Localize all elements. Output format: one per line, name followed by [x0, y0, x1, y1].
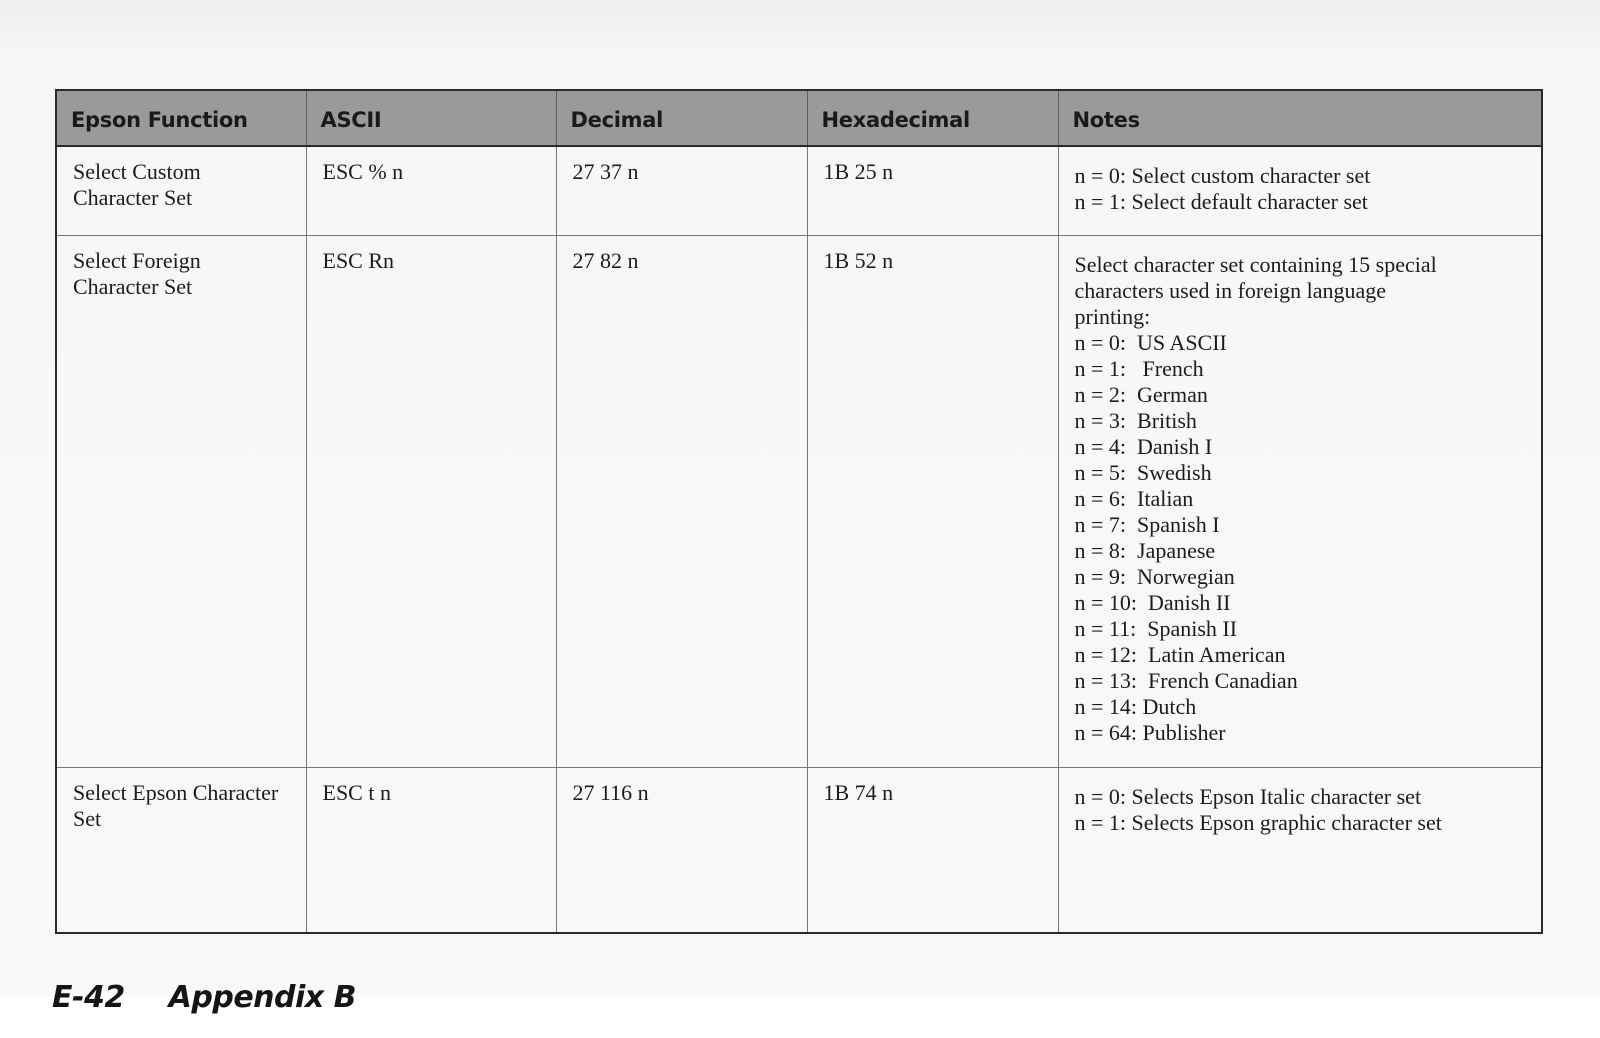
- hex-cell: 1B 25 n: [807, 146, 1058, 236]
- function-cell: Select Custom Character Set: [56, 146, 306, 236]
- note-line: n = 3: British: [1074, 408, 1197, 433]
- ascii-cell: ESC % n: [306, 146, 556, 236]
- note-line: Select character set containing 15 special: [1074, 252, 1437, 277]
- decimal-cell: 27 82 n: [556, 236, 807, 768]
- note-line: n = 9: Norwegian: [1074, 564, 1235, 589]
- note-line: n = 10: Danish II: [1074, 590, 1231, 615]
- function-cell: Select Foreign Character Set: [56, 236, 306, 768]
- note-line: n = 4: Danish I: [1074, 434, 1213, 459]
- note-line: n = 2: German: [1074, 382, 1208, 407]
- decimal-cell: 27 116 n: [556, 768, 807, 934]
- note-line: printing:: [1074, 304, 1151, 329]
- function-cell: Select Epson Character Set: [56, 768, 306, 934]
- note-line: n = 6: Italian: [1074, 486, 1194, 511]
- epson-command-table: [55, 89, 1543, 934]
- decimal-cell: 27 37 n: [556, 146, 807, 236]
- hex-cell: 1B 74 n: [807, 768, 1058, 934]
- note-line: n = 1: Select default character set: [1074, 189, 1368, 214]
- hex-cell: 1B 52 n: [807, 236, 1058, 768]
- table-header-row: [56, 90, 1542, 146]
- column-header: ASCII: [306, 90, 556, 146]
- page-footer: [52, 980, 356, 1015]
- note-line: n = 14: Dutch: [1074, 694, 1197, 719]
- note-line: n = 12: Latin American: [1074, 642, 1286, 667]
- note-line: n = 1: French: [1074, 356, 1204, 381]
- note-line: n = 11: Spanish II: [1074, 616, 1238, 641]
- column-header: Decimal: [556, 90, 807, 146]
- ascii-cell: ESC t n: [306, 768, 556, 934]
- note-line: n = 1: Selects Epson graphic character set: [1074, 810, 1442, 835]
- note-line: n = 8: Japanese: [1074, 538, 1216, 563]
- note-line: n = 0: Selects Epson Italic character set: [1074, 784, 1422, 809]
- section-title: Appendix B: [168, 980, 356, 1015]
- table-row: [56, 236, 1542, 768]
- column-header: Epson Function: [56, 90, 306, 146]
- notes-cell: [1058, 768, 1542, 934]
- notes-cell: [1058, 236, 1542, 768]
- note-line: n = 7: Spanish I: [1074, 512, 1220, 537]
- note-line: characters used in foreign language: [1074, 278, 1387, 303]
- note-line: n = 13: French Canadian: [1074, 668, 1298, 693]
- note-line: n = 0: US ASCII: [1074, 330, 1227, 355]
- ascii-cell: ESC Rn: [306, 236, 556, 768]
- page-number: E-42: [52, 980, 125, 1015]
- notes-cell: [1058, 146, 1542, 236]
- column-header: Hexadecimal: [807, 90, 1058, 146]
- column-header: Notes: [1058, 90, 1542, 146]
- table-row: [56, 146, 1542, 236]
- note-line: n = 5: Swedish: [1074, 460, 1212, 485]
- note-line: n = 64: Publisher: [1074, 720, 1226, 745]
- table-row: [56, 768, 1542, 934]
- note-line: n = 0: Select custom character set: [1074, 163, 1371, 188]
